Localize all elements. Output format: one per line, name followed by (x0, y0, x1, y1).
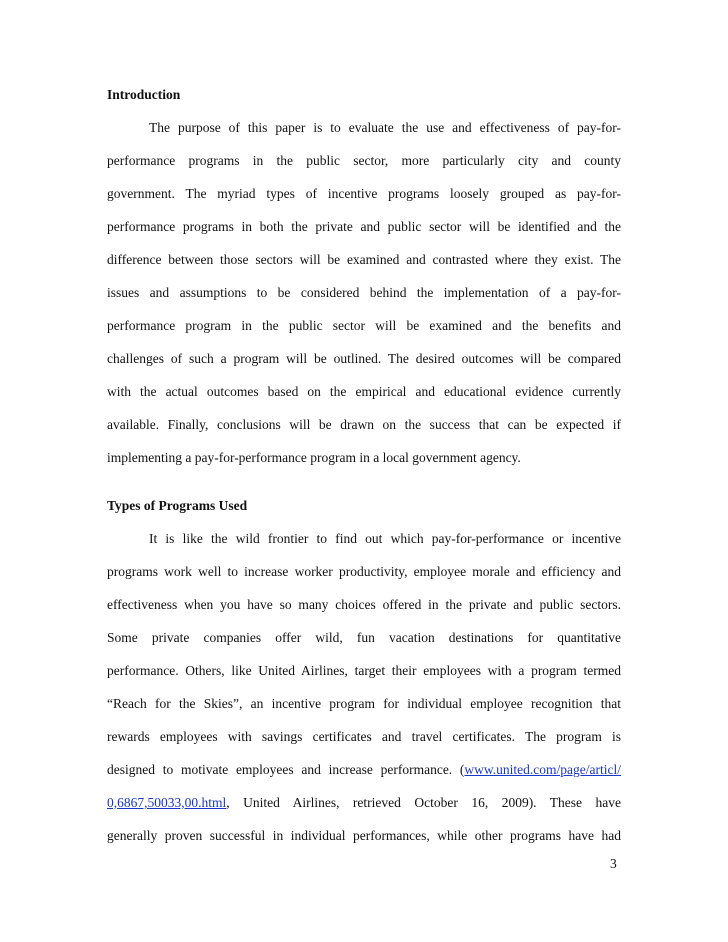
paragraph-line: effectiveness when you have so many choices offered in the private and public sectors. (107, 597, 621, 612)
paragraph-text: designed to motivate employees and increase performance. ( (107, 762, 465, 777)
paragraph-text: , United Airlines, retrieved October 16, 2009). These have (226, 795, 621, 810)
united-url-link-part2[interactable]: 0,6867,50033,00.html (107, 795, 227, 810)
paragraph-line: difference between those sectors will be examined and contrasted where they exist. The (107, 252, 621, 267)
paragraph-line: “Reach for the Skies”, an incentive program for individual employee recognition that (107, 696, 621, 711)
paragraph-line: performance programs in both the private and public sector will be identified and the (107, 219, 621, 234)
page-number: 3 (610, 856, 617, 871)
paragraph-line: The purpose of this paper is to evaluate the use and effectiveness of pay-for- (149, 120, 621, 135)
paragraph-line: implementing a pay-for-performance program in a local government agency. (107, 450, 521, 465)
section-heading-introduction: Introduction (107, 87, 181, 102)
paragraph-line: programs work well to increase worker productivity, employee morale and efficiency and (107, 564, 621, 579)
paragraph-line: generally proven successful in individual performances, while other programs have had (107, 828, 621, 843)
paragraph-line-with-link (107, 795, 621, 813)
paragraph-line: challenges of such a program will be outlined. The desired outcomes will be compared (107, 351, 621, 366)
paragraph-line: Some private companies offer wild, fun vacation destinations for quantitative (107, 630, 621, 645)
paragraph-line: with the actual outcomes based on the empirical and educational evidence currently (107, 384, 621, 399)
paragraph-line: rewards employees with savings certificates and travel certificates. The program is (107, 729, 621, 744)
paragraph-line: performance. Others, like United Airlines, target their employees with a program termed (107, 663, 621, 678)
paragraph-line-with-link (107, 762, 621, 780)
united-url-link-part1[interactable]: www.united.com/page/articl/ (464, 762, 621, 777)
paragraph-line: available. Finally, conclusions will be drawn on the success that can be expected if (107, 417, 621, 432)
paragraph-line: performance program in the public sector will be examined and the benefits and (107, 318, 621, 333)
paragraph-line: performance programs in the public sector, more particularly city and county (107, 153, 621, 168)
paragraph-line: issues and assumptions to be considered behind the implementation of a pay-for- (107, 285, 621, 300)
paragraph-line: It is like the wild frontier to find out which pay-for-performance or incentive (149, 531, 621, 546)
paragraph-line: government. The myriad types of incentive programs loosely grouped as pay-for- (107, 186, 621, 201)
section-heading-types-of-programs: Types of Programs Used (107, 498, 248, 513)
